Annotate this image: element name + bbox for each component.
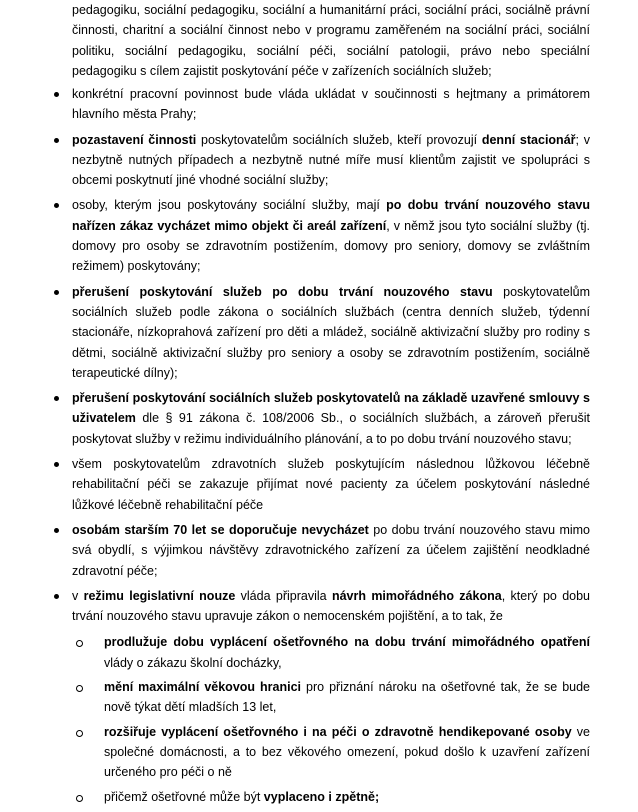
sub-bullet-item bbox=[72, 722, 590, 783]
bullet-item-text: vláda připravila bbox=[235, 588, 332, 603]
bullet-item-bold-text: přerušení poskytování služeb po dobu trvání nouzového stavu bbox=[72, 284, 493, 299]
bullet-item-bold-text: návrh mimořádného zákona bbox=[331, 588, 502, 603]
bullet-item-bold-text: osobám starším 70 let se doporučuje nevycházet bbox=[72, 522, 369, 537]
bullet-item-text: všem poskytovatelům zdravotních služeb poskytujícím následnou lůžkovou léčebně rehabilitační péči se zakazuje přijímat nové pacienty za účelem poskytování následné lůžkové léčebně rehabilitační péče bbox=[72, 457, 590, 512]
bullet-list bbox=[72, 84, 590, 812]
bullet-item bbox=[72, 454, 590, 515]
sub-bullet-item-text: ve společné domácnosti, a to bez věkového omezení, pokud došlo k uzavření zařízení určeného pro péči o ně bbox=[104, 724, 590, 780]
intro-paragraph: pedagogiku, sociální pedagogiku, sociální a humanitární práci, sociální práci, sociálně právní činnosti, charitní a sociální činnost nebo v programu zaměřeném na sociální práci, sociální politiku, sociální pedagogiku, sociální péči, sociální patologii, právo nebo speciální pedagogiku s cílem zajistit poskytování péče v zařízeních sociálních služeb; bbox=[72, 3, 590, 78]
bullet-item-text: po dobu trvání nouzového stavu mimo svá obydlí, s výjimkou návštěvy zdravotnického zařízení za účelem zajištění neodkladné zdravotní péče; bbox=[72, 522, 591, 578]
sub-bullet-item-bold-text: rozšiřuje vyplácení ošetřovného i na péči o zdravotně hendikepované osoby bbox=[104, 724, 572, 739]
bullet-item-text: ; v nezbytně nutných případech a nezbytně nutné míře musí klientům zajistit ve spolupráci s obcemi poskytnutí jiné vhodné sociální služby; bbox=[72, 132, 590, 188]
sub-bullet-item-bold-text: vyplaceno i zpětně; bbox=[263, 789, 380, 804]
sub-bullet-item-text: vlády o zákazu školní docházky, bbox=[104, 655, 282, 670]
bullet-item bbox=[72, 195, 590, 276]
bullet-item-text: , v němž jsou tyto sociální služby (tj. domovy pro osoby se zdravotním postižením, domovy pro seniory, domovy se zvláštním režimem) poskytovány; bbox=[72, 218, 590, 274]
sub-bullet-item-text: přičemž ošetřovné může být bbox=[104, 789, 264, 804]
bullet-item bbox=[72, 84, 590, 125]
sub-bullet-item bbox=[72, 632, 590, 673]
bullet-item-text: konkrétní pracovní povinnost bude vláda ukládat v součinnosti s hejtmany a primátorem hlavního města Prahy; bbox=[72, 87, 590, 122]
sub-bullet-item bbox=[72, 677, 590, 718]
sub-bullet-item-bold-text: prodlužuje dobu vyplácení ošetřovného na dobu trvání mimořádného opatření bbox=[104, 635, 590, 650]
bullet-item bbox=[72, 282, 590, 383]
bullet-item-bold-text: přerušení poskytování sociálních služeb poskytovatelů na základě uzavřené smlouvy s uživatelem bbox=[72, 391, 590, 426]
bullet-item-bold-text: denní stacionář bbox=[481, 132, 576, 147]
bullet-item bbox=[72, 388, 590, 449]
sub-bullet-item-text: pro přiznání nároku na ošetřovné tak, že se bude nově týkat dětí mladších 13 let, bbox=[104, 680, 590, 715]
bullet-item bbox=[72, 130, 590, 191]
bullet-item bbox=[72, 586, 590, 807]
bullet-item-text: poskytovatelům sociálních služeb podle zákona o sociálních službách (centra denních služeb, týdenní stacionáře, nízkoprahová zařízení pro děti a mládež, sociálně aktivizační služby pro rodiny s dětmi, sociálně aktivizační služby pro seniory a osoby se zdravotním postižením, sociálně terapeutické dílny); bbox=[72, 284, 590, 380]
bullet-item-text: osoby, kterým jsou poskytovány sociální služby, mají bbox=[72, 198, 387, 213]
bullet-item-bold-text: režimu legislativní nouze bbox=[83, 588, 236, 603]
bullet-item bbox=[72, 520, 590, 581]
sub-bullet-list bbox=[72, 632, 590, 806]
bullet-item-text: poskytovatelům sociálních služeb, kteří provozují bbox=[196, 132, 482, 147]
bullet-item-text: , který po dobu trvání nouzového stavu upravuje zákon o nemocenském pojištění, a to tak, že bbox=[72, 588, 591, 624]
bullet-item-text: dle § 91 zákona č. 108/2006 Sb., o sociálních službách, a zároveň přerušit poskytovat služby v režimu individuálního plánování, a to po dobu trvání nouzového stavu; bbox=[72, 411, 590, 446]
bullet-item-text: v bbox=[72, 588, 84, 603]
bullet-item-bold-text: po dobu trvání nouzového stavu nařízen zákaz vycházet mimo objekt či areál zařízení bbox=[72, 198, 590, 233]
bullet-item-bold-text: pozastavení činnosti bbox=[72, 132, 197, 147]
sub-bullet-item-bold-text: mění maximální věkovou hranici bbox=[104, 680, 302, 695]
sub-bullet-item bbox=[72, 787, 590, 807]
